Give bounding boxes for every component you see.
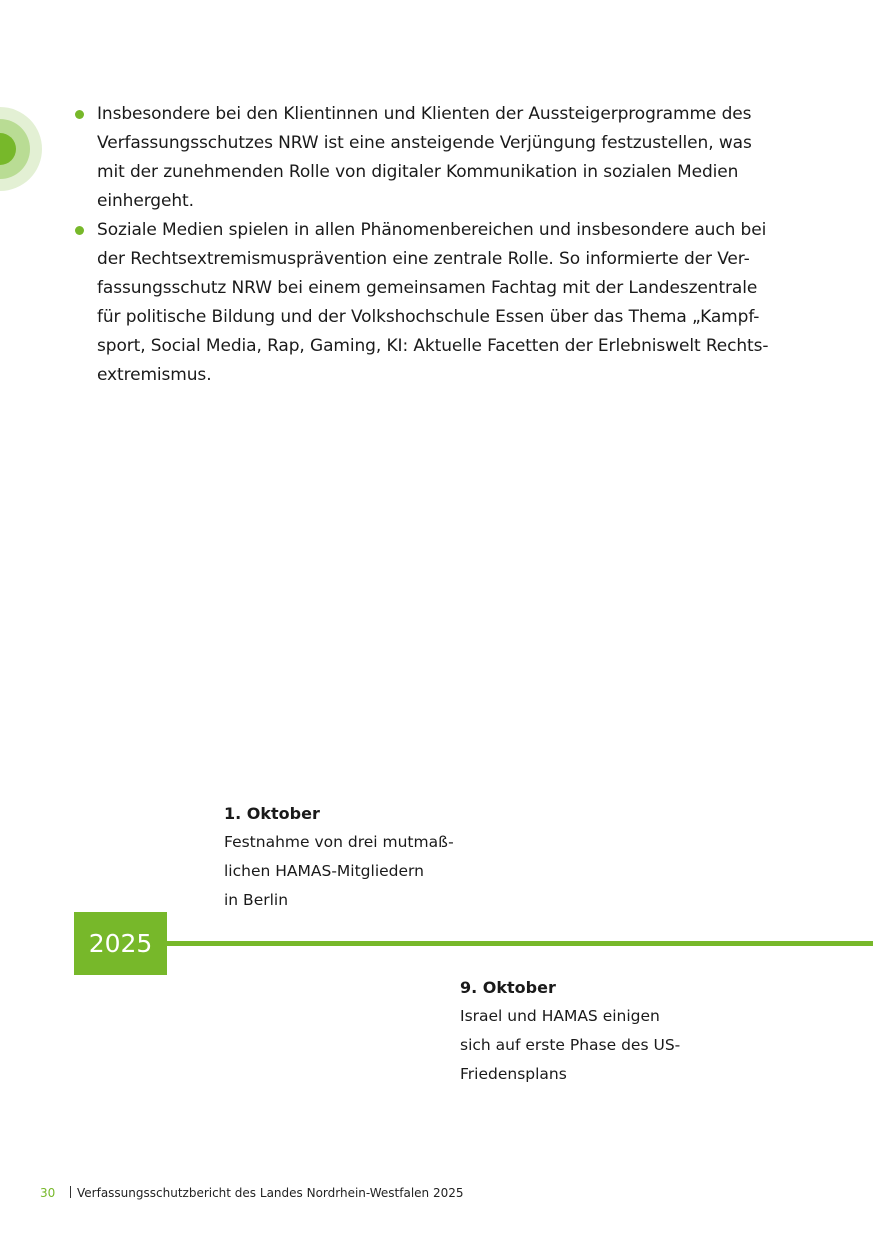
event-text-line: in Berlin	[224, 891, 289, 909]
text-line: extremismus.	[97, 365, 212, 385]
bullet-dot-icon	[75, 226, 84, 235]
timeline-event-oct-9	[460, 973, 710, 1089]
bullet-list	[75, 100, 805, 390]
event-text-line: lichen HAMAS-Mitgliedern	[224, 862, 424, 880]
text-line: mit der zunehmenden Rolle von digitaler Kommunikation in sozialen Medien	[97, 162, 739, 182]
page-footer	[40, 1185, 464, 1201]
bullet-text	[97, 216, 805, 390]
text-line: einhergeht.	[97, 191, 194, 211]
event-date: 1. Oktober	[224, 804, 320, 823]
page-number: 30	[40, 1186, 56, 1200]
text-line: Insbesondere bei den Klientinnen und Klienten der Aussteigerprogramme des	[97, 104, 752, 124]
text-line: der Rechtsextremismusprävention eine zentrale Rolle. So informierte der Ver-	[97, 249, 750, 269]
event-text-line: Israel und HAMAS einigen	[460, 1007, 660, 1025]
event-text-line: sich auf erste Phase des US-	[460, 1036, 681, 1054]
text-line: sport, Social Media, Rap, Gaming, KI: Aktuelle Facetten der Erlebniswelt Rechts-	[97, 336, 769, 356]
footer-separator	[70, 1186, 71, 1198]
text-line: Verfassungsschutzes NRW ist eine ansteigende Verjüngung festzustellen, was	[97, 133, 752, 153]
text-line: Soziale Medien spielen in allen Phänomenbereichen und insbesondere auch bei	[97, 220, 767, 240]
bullet-item	[75, 216, 805, 390]
decorative-circles-icon	[0, 107, 42, 191]
text-line: fassungsschutz NRW bei einem gemeinsamen Fachtag mit der Landeszentrale	[97, 278, 758, 298]
bullet-item	[75, 100, 805, 216]
event-date: 9. Oktober	[460, 978, 556, 997]
footer-title: Verfassungsschutzbericht des Landes Nordrhein-Westfalen 2025	[77, 1186, 464, 1200]
event-text-line: Friedensplans	[460, 1065, 567, 1083]
bullet-dot-icon	[75, 110, 84, 119]
text-line: für politische Bildung und der Volkshochschule Essen über das Thema „Kampf-	[97, 307, 760, 327]
bullet-text	[97, 100, 805, 216]
event-text-line: Festnahme von drei mutmaß-	[224, 833, 454, 851]
timeline-event-oct-1	[224, 799, 474, 915]
timeline-bar	[167, 941, 873, 946]
timeline-year-badge: 2025	[74, 912, 167, 975]
